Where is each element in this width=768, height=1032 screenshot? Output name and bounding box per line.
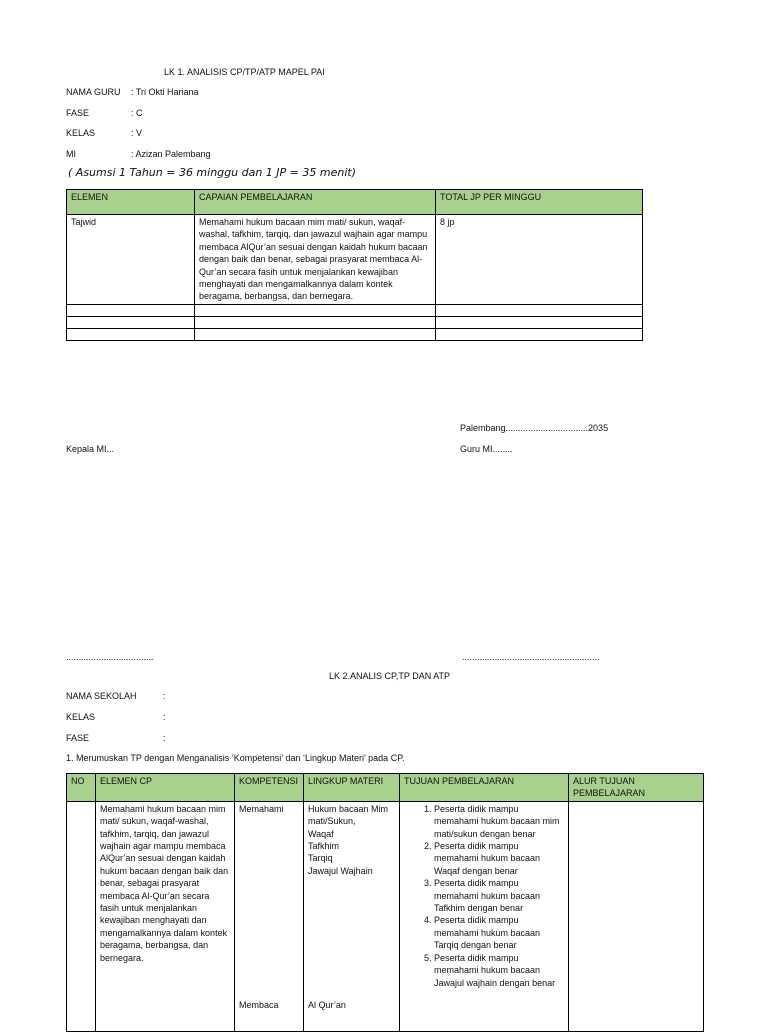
lk1-value-fase: : C — [131, 108, 143, 118]
lk2-label-fase: FASE — [66, 733, 90, 743]
lk1-value-nama-guru: : Tri Okti Hariana — [131, 87, 199, 97]
lk2-value-fase: : — [163, 733, 166, 743]
lk1-header-total-jp: TOTAL JP PER MINGGU — [436, 190, 643, 215]
lk2-cell-tujuan — [400, 801, 569, 1031]
lingkup-item: Waqaf — [308, 828, 334, 839]
lingkup-item: Jawajul Wajhain — [308, 865, 373, 876]
tujuan-item: 2. Peserta didik mampu memahami hukum bacaan Waqaf dengan benar — [434, 840, 564, 877]
lk2-cell-lingkup — [304, 801, 400, 1031]
lk1-title: LK 1. ANALISIS CP/TP/ATP MAPEL PAI — [164, 67, 325, 77]
signature-line-left: ................................... — [66, 652, 154, 662]
lingkup-al-quran: Al Qur’an — [308, 999, 346, 1010]
lk2-header-tujuan: TUJUAN PEMBELAJARAN — [400, 774, 569, 802]
signature-teacher-label: Guru MI........ — [460, 444, 513, 454]
lk1-header-capaian: CAPAIAN PEMBELAJARAN — [195, 190, 436, 215]
tujuan-item: 3. Peserta didik mampu memahami hukum bacaan Tafkhim dengan benar — [434, 877, 564, 914]
lk2-cell-no — [67, 801, 96, 1031]
lk2-header-no: NO — [67, 774, 96, 802]
lk1-label-mi: MI — [66, 149, 76, 159]
lk1-cp-table — [66, 189, 643, 341]
lk2-cell-kompetensi — [235, 801, 304, 1031]
lk1-header-elemen: ELEMEN — [67, 190, 195, 215]
lk2-header-lingkup-materi: LINGKUP MATERI — [304, 774, 400, 802]
lk1-empty-row — [67, 304, 643, 316]
lk2-instruction: 1. Merumuskan TP dengan Menganalisis ‘Kompetensi’ dan ‘Lingkup Materi’ pada CP. — [66, 753, 405, 763]
lk1-cell-jp: 8 jp — [436, 215, 643, 305]
lingkup-item: Tarqiq — [308, 853, 333, 864]
lk2-header-elemen-cp: ELEMEN CP — [96, 774, 235, 802]
lk1-assumption: ( Asumsi 1 Tahun = 36 minggu dan 1 JP = 35 menit) — [68, 166, 356, 179]
lk2-label-kelas: KELAS — [66, 712, 96, 722]
tujuan-item: 1. Peserta didik mampu memahami hukum bacaan mim mati/sukun dengan benar — [434, 803, 564, 840]
lk2-cell-elemen-cp: Memahami hukum bacaan mim mati/ sukun, waqaf-washal, tafkhim, tarqiq, dan jawazul wajhain agar mampu membaca AlQur’an sesuai dengan kaidah hukum bacaan dengan baik dan benar, sebagai prasyarat membaca Al-Qur’an secara fasih untuk menjalankan kewajiban menghayati dan mengamalkannya dalam kontek beragama, berbangsa, dan bernegara. — [96, 801, 235, 1031]
lingkup-item: Tafkhim — [308, 841, 340, 852]
lk1-label-fase: FASE — [66, 108, 90, 118]
lk1-cell-elemen: Tajwid — [67, 215, 195, 305]
lk1-empty-row — [67, 328, 643, 340]
lk1-cell-capaian: Memahami hukum bacaan mim mati/ sukun, waqaf-washal, tafkhim, tarqiq, dan jawazul wajhain agar mampu membaca AlQur’an sesuai dengan kaidah hukum bacaan dengan baik dan benar, sebagai prasyarat membaca Al-Qur’an secara fasih untuk menjalankan kewajiban menghayati dan mengamalkannya dalam kontek beragama, berbangsa, dan bernegara. — [195, 215, 436, 305]
lk1-label-kelas: KELAS — [66, 128, 96, 138]
lk2-header-alur-tujuan: ALUR TUJUAN PEMBELAJARAN — [569, 774, 704, 802]
lk1-value-mi: : Azizan Palembang — [131, 149, 211, 159]
lk1-empty-row — [67, 316, 643, 328]
lk2-value-kelas: : — [163, 712, 166, 722]
lk2-tp-table — [66, 773, 704, 1032]
tujuan-item: 4. Peserta didik mampu memahami hukum bacaan Tarqiq dengan benar — [434, 914, 564, 951]
signature-line-right: ....................................................... — [462, 652, 600, 662]
tujuan-item: 5. Peserta didik mampu memahami hukum bacaan Jawajul wajhain dengan benar — [434, 952, 564, 989]
lk2-cell-alur — [569, 801, 704, 1031]
kompetensi-membaca: Membaca — [239, 999, 279, 1010]
lk1-value-kelas: : V — [131, 128, 143, 138]
lk2-value-nama-sekolah: : — [163, 691, 166, 701]
signature-place-date: Palembang.................................2035 — [460, 423, 609, 433]
tujuan-list — [404, 803, 564, 989]
lk2-label-nama-sekolah: NAMA SEKOLAH — [66, 691, 137, 701]
signature-head-label: Kepala MI... — [66, 444, 115, 454]
lingkup-item: Hukum bacaan Mim mati/Sukun, — [308, 803, 389, 827]
lk2-title: LK 2.ANALIS CP,TP DAN ATP — [329, 671, 451, 681]
lk1-label-nama-guru: NAMA GURU — [66, 87, 121, 97]
lk2-header-kompetensi: KOMPETENSI — [235, 774, 304, 802]
kompetensi-memahami: Memahami — [239, 803, 284, 814]
